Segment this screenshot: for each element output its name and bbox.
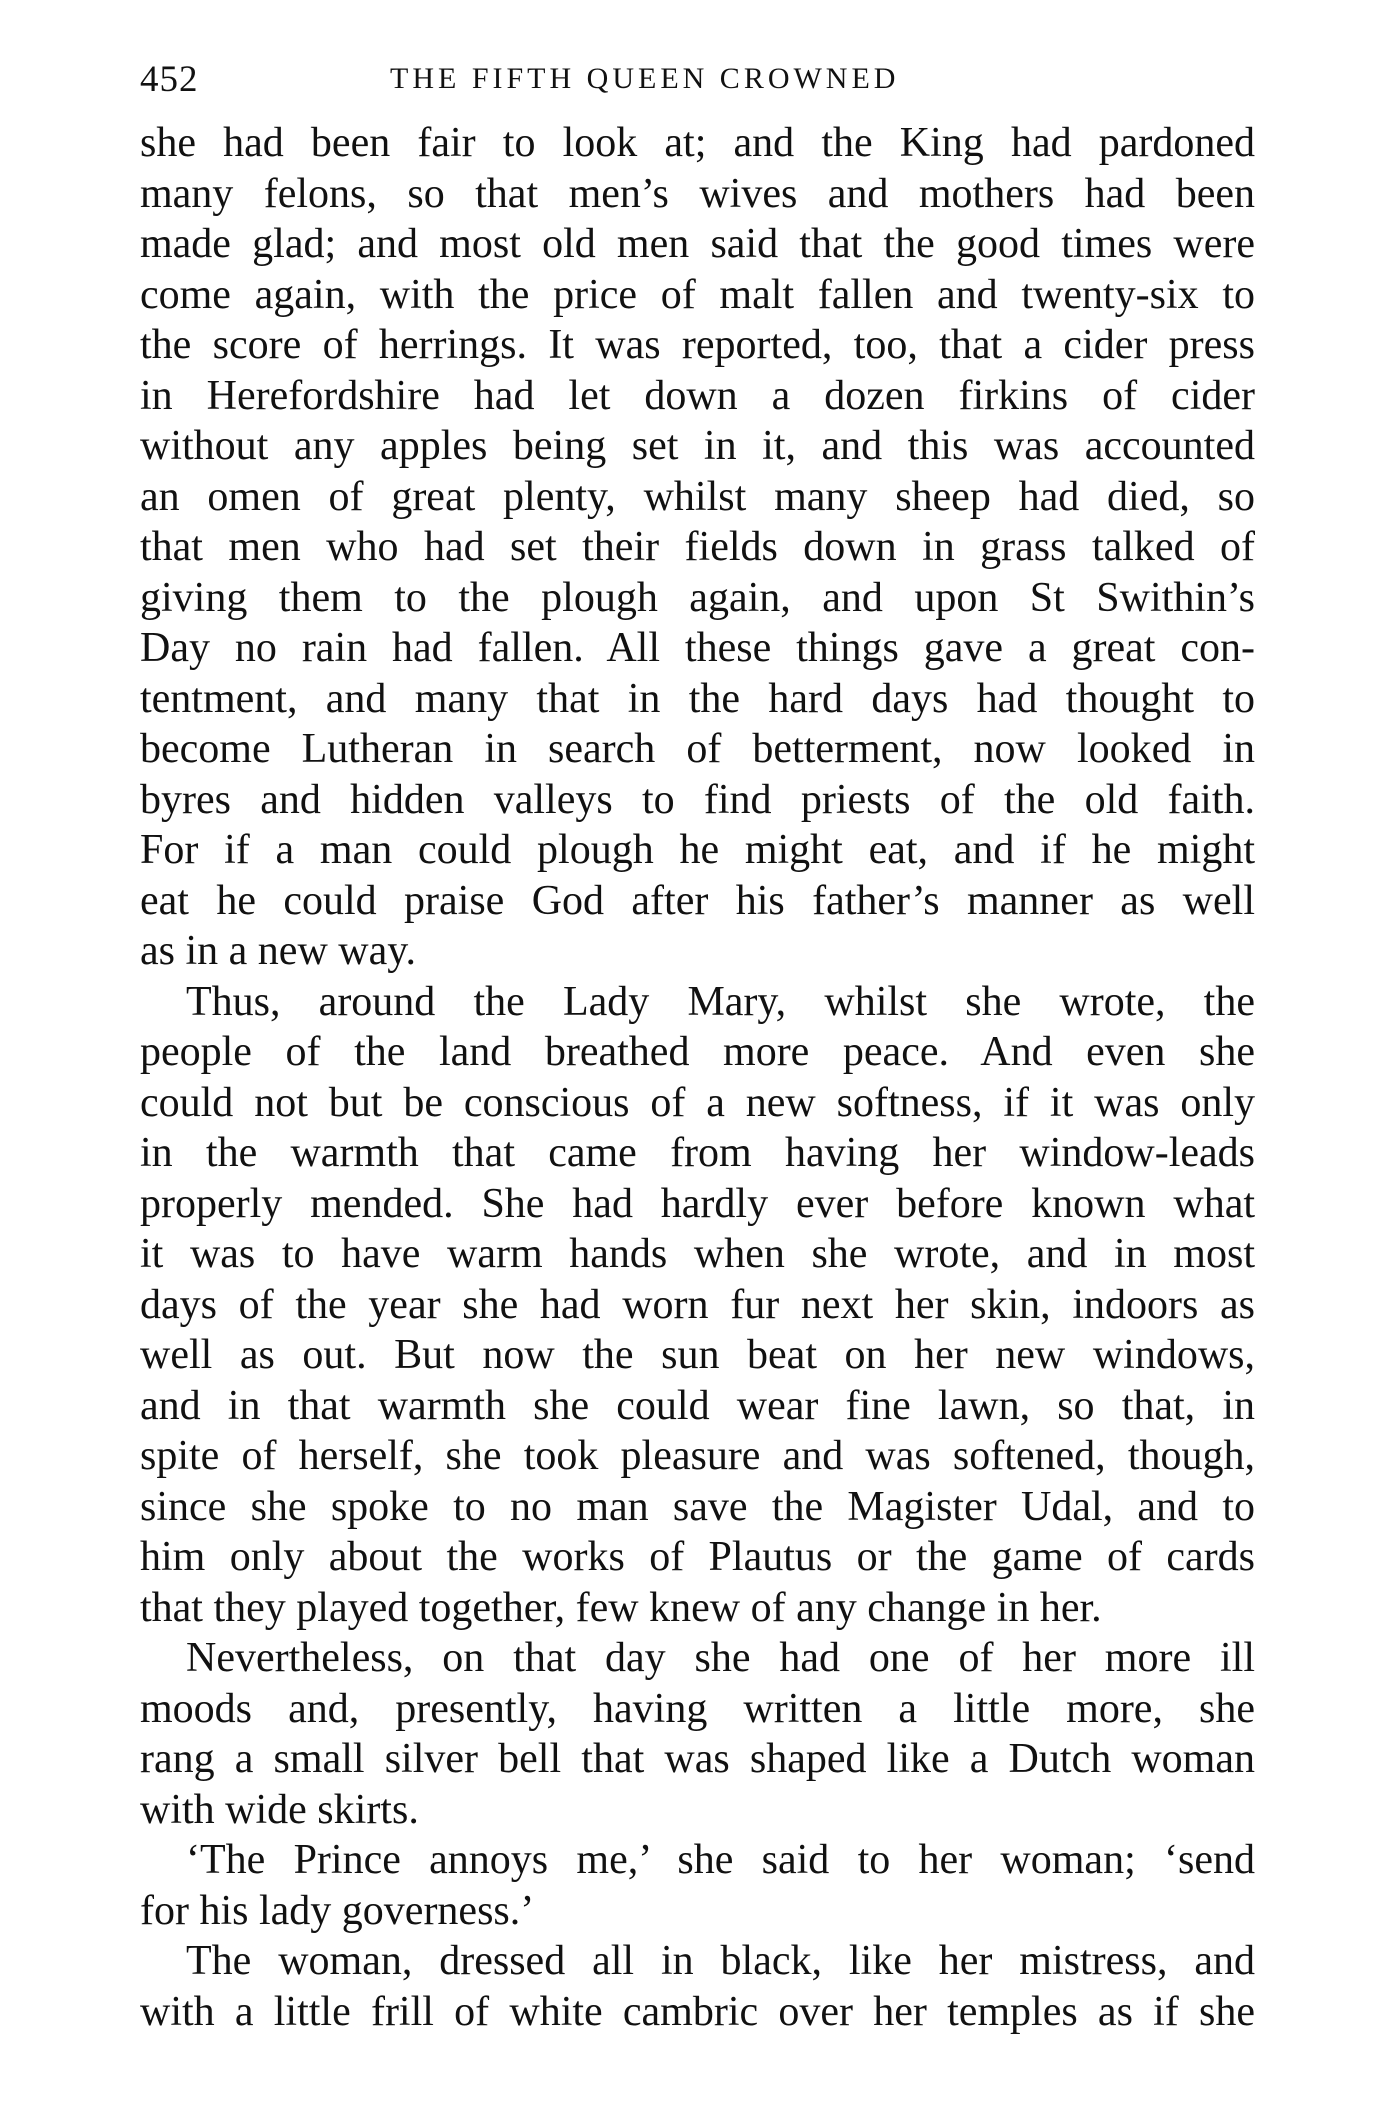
text-line: moods and, presently, having written a little more, she <box>140 1685 1255 1732</box>
text-line: that men who had set their fields down in grass talked of <box>140 524 1255 570</box>
text-line: Thus, around the Lady Mary, whilst she wrote, the <box>186 978 1255 1025</box>
text-line: properly mended. She had hardly ever before known what <box>140 1180 1255 1227</box>
text-line: since she spoke to no man save the Magister Udal, and to <box>140 1483 1255 1530</box>
text-line: giving them to the plough again, and upon St Swithin’s <box>140 574 1255 621</box>
text-line: it was to have warm hands when she wrote, and in most <box>140 1231 1255 1277</box>
text-line: for his lady governess.’ <box>140 1887 535 1934</box>
text-line: well as out. But now the sun beat on her new windows, <box>140 1332 1255 1378</box>
text-line: made glad; and most old men said that the good times were <box>140 221 1255 267</box>
text-line: Day no rain had fallen. All these things gave a great con- <box>140 625 1255 671</box>
text-line: days of the year she had worn fur next her skin, indoors as <box>140 1281 1255 1328</box>
text-line: The woman, dressed all in black, like her mistress, and <box>186 1938 1255 1984</box>
running-head <box>140 52 1255 102</box>
text-line: people of the land breathed more peace. And even she <box>140 1029 1255 1075</box>
text-line: without any apples being set in it, and this was accounted <box>140 423 1255 469</box>
text-line: could not but be conscious of a new softness, if it was only <box>140 1079 1255 1126</box>
text-line: in the warmth that came from having her window-leads <box>140 1130 1255 1176</box>
page-number: 452 <box>140 59 199 100</box>
text-line: an omen of great plenty, whilst many sheep had died, so <box>140 473 1255 520</box>
text-line: with a little frill of white cambric over her temples as if she <box>140 1988 1255 2035</box>
text-line: eat he could praise God after his father’s manner as well <box>140 877 1255 924</box>
book-title: THE FIFTH QUEEN CROWNED <box>390 62 900 95</box>
text-line: come again, with the price of malt fallen and twenty-six to <box>140 271 1255 318</box>
text-line: spite of herself, she took pleasure and was softened, though, <box>140 1433 1255 1479</box>
text-line: in Herefordshire had let down a dozen firkins of cider <box>140 372 1255 419</box>
text-line: For if a man could plough he might eat, and if he might <box>140 827 1255 873</box>
text-line: many felons, so that men’s wives and mothers had been <box>140 170 1255 217</box>
text-line: Nevertheless, on that day she had one of her more ill <box>186 1635 1255 1681</box>
text-line: ‘The Prince annoys me,’ she said to her woman; ‘send <box>186 1837 1255 1883</box>
text-line: and in that warmth she could wear fine lawn, so that, in <box>140 1382 1255 1429</box>
body-text <box>140 118 1255 2037</box>
text-line: tentment, and many that in the hard days had thought to <box>140 675 1255 722</box>
text-line: byres and hidden valleys to find priests of the old faith. <box>140 776 1255 823</box>
text-line: as in a new way. <box>140 928 417 974</box>
text-line: she had been fair to look at; and the King had pardoned <box>140 120 1255 166</box>
text-line: rang a small silver bell that was shaped like a Dutch woman <box>140 1736 1255 1782</box>
text-line: the score of herrings. It was reported, too, that a cider press <box>140 322 1255 368</box>
text-line: with wide skirts. <box>140 1786 419 1833</box>
text-line: that they played together, few knew of any change in her. <box>140 1584 1102 1631</box>
text-line: him only about the works of Plautus or the game of cards <box>140 1534 1255 1580</box>
text-line: become Lutheran in search of betterment, now looked in <box>140 726 1255 772</box>
